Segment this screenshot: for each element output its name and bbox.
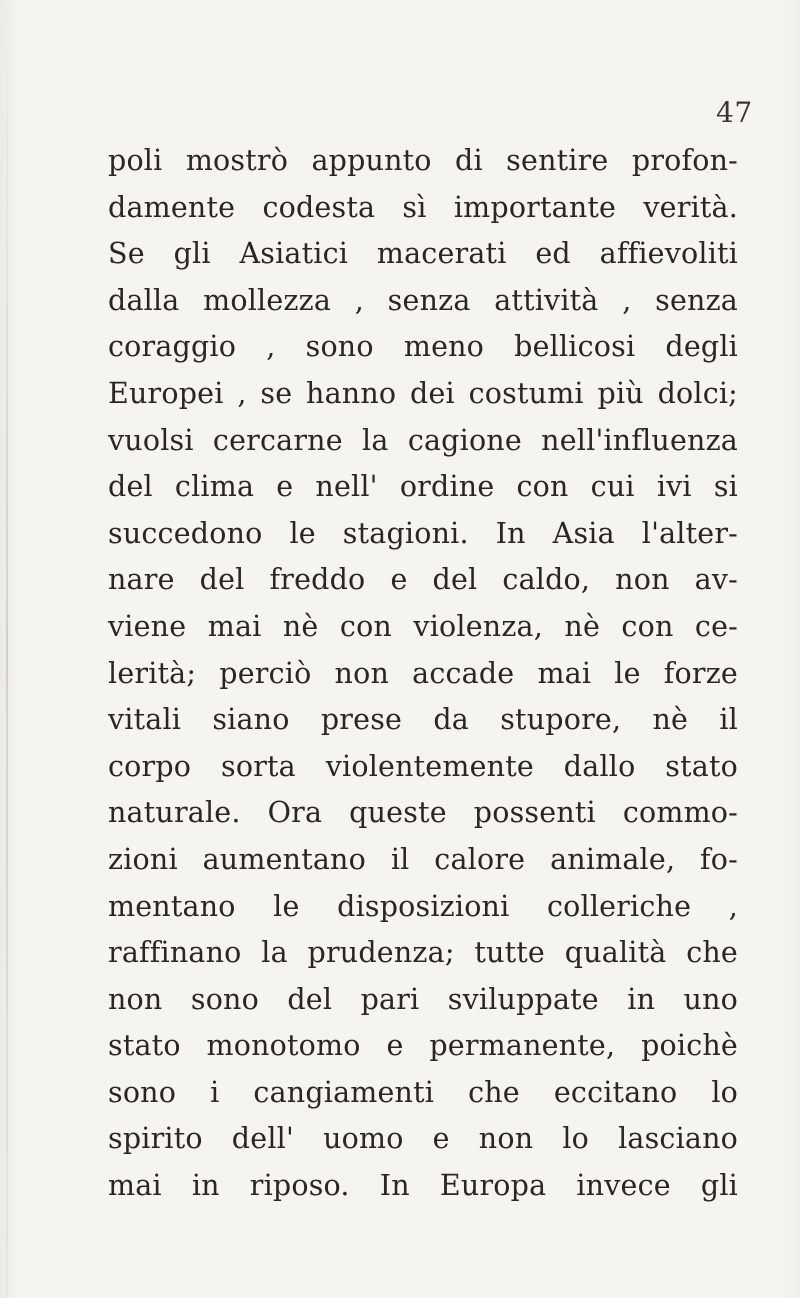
text-line: vitali siano prese da stupore, nè il [108, 703, 738, 737]
text-line: Se gli Asiatici macerati ed affievoliti [108, 237, 738, 271]
text-line: lerità; perciò non accade mai le forze [108, 656, 738, 690]
page-number: 47 [716, 96, 753, 129]
body-text [108, 138, 738, 1210]
text-line: spirito dell' uomo e non lo lasciano [108, 1122, 738, 1156]
text-line: zioni aumentano il calore animale, fo- [108, 842, 738, 876]
text-line: corpo sorta violentemente dallo stato [108, 749, 738, 783]
text-line: dalla mollezza , senza attività , senza [108, 283, 738, 317]
text-line: non sono del pari sviluppate in uno [108, 982, 738, 1016]
text-line: nare del freddo e del caldo, non av- [108, 563, 738, 597]
text-line: poli mostrò appunto di sentire profon- [108, 144, 738, 177]
text-line: raffinano la prudenza; tutte qualità che [108, 936, 738, 970]
text-line: del clima e nell' ordine con cui ivi si [108, 470, 738, 504]
text-line: damente codesta sì importante verità. [108, 190, 738, 224]
text-line: sono i cangiamenti che eccitano lo [108, 1075, 738, 1109]
text-line: viene mai nè con violenza, nè con ce- [108, 609, 738, 643]
text-line: succedono le stagioni. In Asia l'alter- [108, 516, 738, 550]
text-line: mentano le disposizioni colleriche , [108, 889, 738, 923]
page-binding-edge [6, 0, 8, 1298]
text-line: naturale. Ora queste possenti commo- [108, 796, 738, 830]
text-line: vuolsi cercarne la cagione nell'influenza [108, 423, 738, 457]
text-line: stato monotomo e permanente, poichè [108, 1029, 738, 1063]
text-line: coraggio , sono meno bellicosi degli [108, 330, 738, 364]
text-line: Europei , se hanno dei costumi più dolci; [108, 376, 738, 410]
text-line: mai in riposo. In Europa invece gli [108, 1169, 738, 1203]
